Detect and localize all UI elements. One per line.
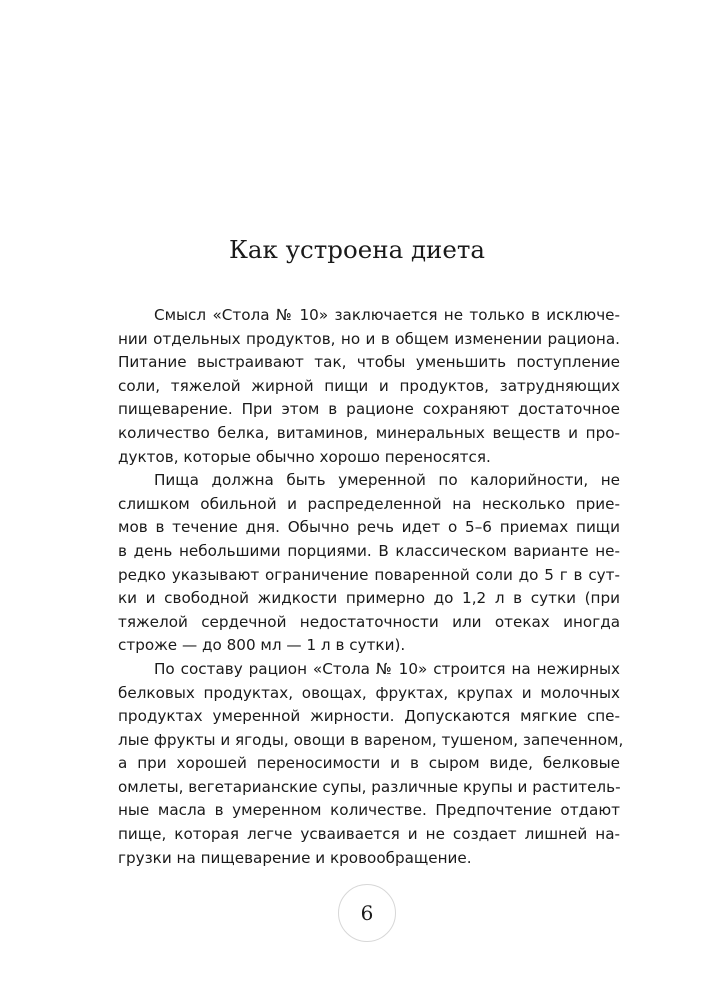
text-line: строже — до 800 мл — 1 л в сутки). — [118, 636, 406, 655]
page-number: 6 — [360, 901, 374, 925]
text-line: белковых продуктах, овощах, фруктах, крупах и молочных — [118, 683, 620, 702]
text-line: ные масла в умеренном количестве. Предпочтение отдают — [118, 801, 620, 820]
text-line: грузки на пищеварение и кровообращение. — [118, 848, 472, 867]
text-line: лые фрукты и ягоды, овощи в вареном, тушеном, запеченном, — [118, 730, 624, 749]
page-number-badge — [338, 884, 396, 942]
text-line: По составу рацион «Стола № 10» строится на нежирных — [154, 659, 620, 678]
paragraph-1 — [118, 304, 620, 469]
paragraph-3 — [118, 658, 624, 870]
text-line: в день небольшими порциями. В классическом варианте не- — [118, 541, 620, 560]
text-line: слишком обильной и распределенной на несколько прие- — [118, 494, 620, 513]
text-line: нии отдельных продуктов, но и в общем изменении рациона. — [118, 329, 620, 348]
text-line: мов в течение дня. Обычно речь идет о 5–6 приемах пищи — [118, 518, 620, 537]
text-line: тяжелой сердечной недостаточности или отеках иногда — [118, 612, 620, 631]
text-line: Питание выстраивают так, чтобы уменьшить поступление — [118, 353, 620, 372]
text-line: Смысл «Стола № 10» заключается не только в исключе- — [154, 306, 620, 324]
text-line: дуктов, которые обычно хорошо переносятся. — [118, 447, 491, 466]
text-line: соли, тяжелой жирной пищи и продуктов, затрудняющих — [118, 376, 620, 395]
paragraph-2 — [118, 469, 620, 658]
text-line: продуктах умеренной жирности. Допускаются мягкие спе- — [118, 707, 620, 726]
body-text — [118, 304, 624, 870]
text-line: омлеты, вегетарианские супы, различные крупы и раститель- — [118, 777, 621, 796]
text-line: а при хорошей переносимости и в сыром виде, белковые — [118, 754, 620, 773]
text-line: пище, которая легче усваивается и не создает лишней на- — [118, 825, 620, 844]
text-line: редко указывают ограничение поваренной соли до 5 г в сут- — [118, 565, 620, 584]
section-title: Как устроена диета — [228, 235, 486, 264]
text-line: количество белка, витаминов, минеральных веществ и про- — [118, 423, 620, 442]
text-line: пищеварение. При этом в рационе сохраняют достаточное — [118, 400, 620, 419]
text-line: Пища должна быть умеренной по калорийности, не — [154, 471, 620, 490]
text-line: ки и свободной жидкости примерно до 1,2 л в сутки (при — [118, 589, 620, 608]
